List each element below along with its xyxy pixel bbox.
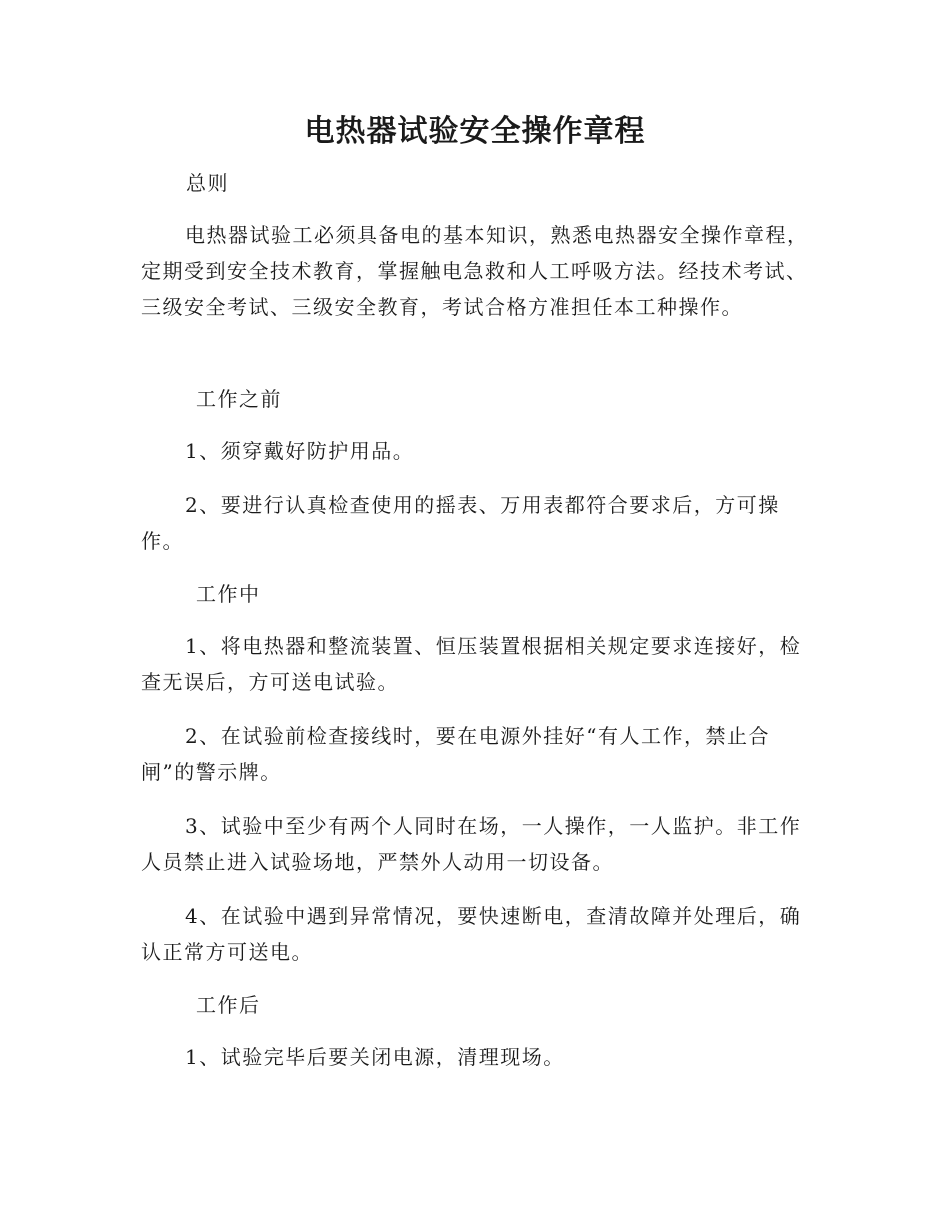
list-item: 3、试验中至少有两个人同时在场，一人操作，一人监护。非工作人员禁止进入试验场地，严禁外人动用一切设备。 [141, 814, 802, 874]
during-item-4 [141, 898, 811, 970]
list-item: 4、在试验中遇到异常情况，要快速断电，查清故障并处理后，确认正常方可送电。 [141, 904, 802, 964]
paragraph-text: 电热器试验工必须具备电的基本知识，熟悉电热器安全操作章程，定期受到安全技术教育，掌握触电急救和人工呼吸方法。经技术考试、三级安全考试、三级安全教育，考试合格方准担任本工种操作。 [141, 223, 809, 319]
document-title: 电热器试验安全操作章程 [304, 114, 646, 149]
section-heading-during-work: 工作中 [196, 582, 261, 606]
section-heading-general: 总则 [186, 171, 229, 195]
after-item-1 [141, 1039, 811, 1075]
general-paragraph [141, 217, 811, 325]
during-item-1 [141, 628, 811, 700]
before-item-2 [141, 487, 811, 559]
section-heading-after-work: 工作后 [196, 993, 261, 1017]
list-item: 1、试验完毕后要关闭电源，清理现场。 [185, 1045, 565, 1069]
section-heading-before-work: 工作之前 [196, 387, 282, 411]
list-item: 2、要进行认真检查使用的摇表、万用表都符合要求后，方可操作。 [141, 493, 780, 553]
before-item-1 [141, 433, 811, 469]
list-item: 2、在试验前检查接线时，要在电源外挂好“有人工作，禁止合闸”的警示牌。 [141, 724, 770, 784]
during-item-3 [141, 808, 811, 880]
list-item: 1、将电热器和整流装置、恒压装置根据相关规定要求连接好，检查无误后，方可送电试验。 [141, 634, 802, 694]
list-item: 1、须穿戴好防护用品。 [185, 439, 415, 463]
during-item-2 [141, 718, 811, 790]
